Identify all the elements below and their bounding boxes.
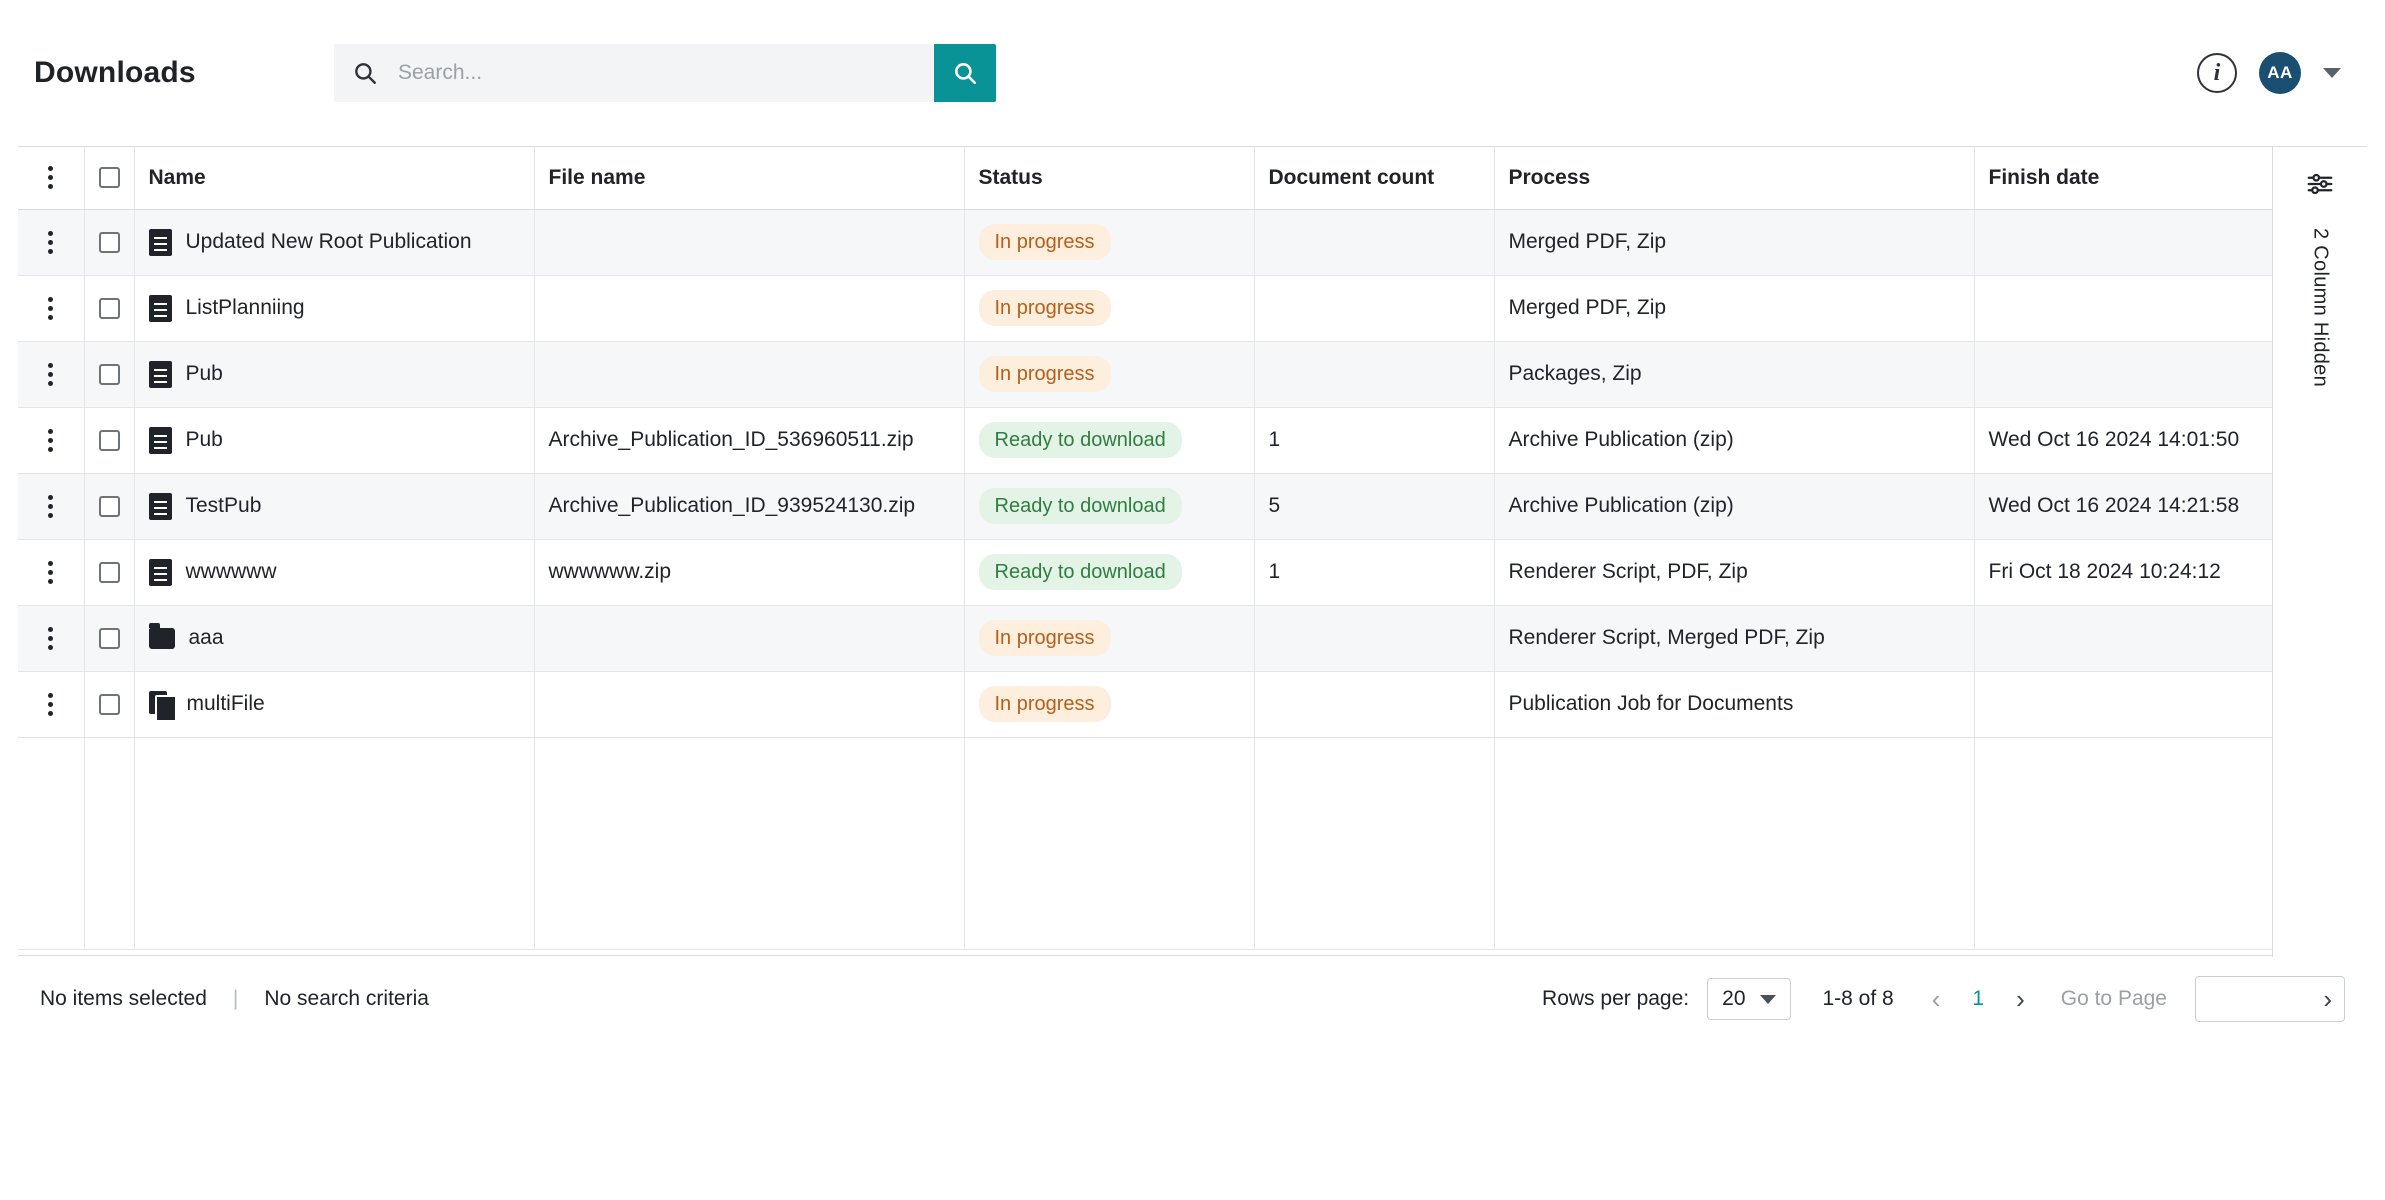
cell-process: Renderer Script, PDF, Zip [1494,539,1974,605]
cell-name [134,275,534,341]
document-icon [149,361,172,388]
cell-document-count: 1 [1254,407,1494,473]
cell-file-name [534,671,964,737]
checkbox-icon[interactable] [99,167,120,188]
status-badge: In progress [979,290,1111,326]
checkbox-icon[interactable] [99,628,120,649]
cell-status [964,671,1254,737]
cell-finish-date [1974,671,2308,737]
status-badge: In progress [979,686,1111,722]
cell-document-count [1254,341,1494,407]
cell-file-name [534,209,964,275]
search-box[interactable] [334,44,934,102]
row-name-text: wwwwww [185,560,277,583]
cell-finish-date: Fri Oct 18 2024 10:24:12 [1974,539,2308,605]
checkbox-icon[interactable] [99,298,120,319]
column-header-name[interactable]: Name [134,147,534,209]
cell-process: Archive Publication (zip) [1494,473,1974,539]
checkbox-icon[interactable] [99,496,120,517]
status-badge: Ready to download [979,422,1182,458]
chevron-down-icon [1760,995,1776,1004]
row-checkbox[interactable] [84,407,134,473]
row-checkbox[interactable] [84,605,134,671]
row-checkbox[interactable] [84,539,134,605]
table-row[interactable] [18,473,2308,539]
cell-process: Merged PDF, Zip [1494,209,1974,275]
multi-file-icon [149,691,173,718]
rows-per-page-value: 20 [1722,987,1746,1010]
cell-document-count: 1 [1254,539,1494,605]
go-to-page-input[interactable] [2195,976,2345,1022]
table-row[interactable] [18,209,2308,275]
chevron-down-icon[interactable] [2323,68,2341,78]
checkbox-icon[interactable] [99,232,120,253]
avatar[interactable]: AA [2259,52,2301,94]
cell-finish-date [1974,605,2308,671]
row-name-text: multiFile [186,692,265,715]
row-menu-button[interactable] [18,341,84,407]
cell-process: Archive Publication (zip) [1494,407,1974,473]
cell-file-name: Archive_Publication_ID_536960511.zip [534,407,964,473]
kebab-menu-icon[interactable] [32,495,70,518]
status-badge: In progress [979,620,1111,656]
cell-process: Merged PDF, Zip [1494,275,1974,341]
downloads-table [18,147,2309,950]
kebab-menu-icon[interactable] [32,363,70,386]
table-row[interactable] [18,605,2308,671]
table-footer [18,956,2367,1042]
page-title: Downloads [34,56,196,89]
row-menu-button[interactable] [18,671,84,737]
row-checkbox[interactable] [84,275,134,341]
checkbox-icon[interactable] [99,364,120,385]
cell-document-count [1254,275,1494,341]
row-name-text: aaa [188,626,224,649]
cell-file-name [534,605,964,671]
search-submit-button[interactable] [934,44,996,102]
document-icon [149,295,172,322]
cell-file-name: wwwwww.zip [534,539,964,605]
column-header-document-count[interactable]: Document count [1254,147,1494,209]
page-range-label: 1-8 of 8 [1822,987,1894,1010]
status-badge: In progress [979,224,1111,260]
row-name-text: Pub [185,362,223,385]
kebab-menu-icon[interactable] [32,627,70,650]
status-badge: In progress [979,356,1111,392]
search-area [334,44,996,102]
document-icon [149,427,172,454]
search-icon [334,60,396,86]
column-header-status[interactable]: Status [964,147,1254,209]
page-number-1[interactable]: 1 [1972,987,1985,1010]
row-name-text: Pub [185,428,223,451]
column-header-finish-date[interactable]: Finish date [1974,147,2308,209]
cell-status [964,473,1254,539]
cell-name [134,671,534,737]
status-badge: Ready to download [979,554,1182,590]
cell-process: Publication Job for Documents [1494,671,1974,737]
chevron-right-icon[interactable]: › [2323,984,2332,1014]
cell-file-name: Archive_Publication_ID_939524130.zip [534,473,964,539]
cell-status [964,407,1254,473]
column-header-process[interactable]: Process [1494,147,1974,209]
cell-name [134,341,534,407]
row-menu-button[interactable] [18,407,84,473]
table-row[interactable] [18,539,2308,605]
cell-file-name [534,275,964,341]
row-menu-button[interactable] [18,539,84,605]
table-body [18,209,2308,949]
row-checkbox[interactable] [84,209,134,275]
document-icon [149,559,172,586]
cell-finish-date: Wed Oct 16 2024 14:01:50 [1974,407,2308,473]
rows-per-page-select[interactable] [1707,978,1790,1020]
select-all-checkbox[interactable] [84,147,134,209]
cell-name [134,209,534,275]
row-name-text: Updated New Root Publication [185,230,472,253]
pagination-controls [1542,976,2345,1022]
row-menu-button[interactable] [18,605,84,671]
cell-name [134,407,534,473]
selection-status: No items selected [40,987,207,1010]
cell-process: Renderer Script, Merged PDF, Zip [1494,605,1974,671]
checkbox-icon[interactable] [99,430,120,451]
table-row[interactable] [18,341,2308,407]
row-name-text: ListPlanniing [185,296,305,319]
cell-name [134,539,534,605]
row-menu-button[interactable] [18,209,84,275]
next-page-button[interactable]: › [2016,984,2025,1014]
document-icon [149,493,172,520]
kebab-menu-icon[interactable] [32,561,70,584]
kebab-menu-icon[interactable] [32,693,70,716]
column-settings-icon[interactable] [2305,169,2335,204]
footer-divider: | [232,987,239,1010]
cell-status [964,539,1254,605]
go-to-page-label: Go to Page [2060,987,2167,1010]
table-row[interactable] [18,275,2308,341]
row-name-text: TestPub [185,494,262,517]
checkbox-icon[interactable] [99,694,120,715]
cell-file-name [534,341,964,407]
cell-document-count [1254,209,1494,275]
search-input[interactable] [396,45,934,101]
row-checkbox[interactable] [84,341,134,407]
kebab-menu-icon[interactable] [32,429,70,452]
cell-document-count [1254,671,1494,737]
column-header-file-name[interactable]: File name [534,147,964,209]
document-icon [149,229,172,256]
cell-finish-date [1974,341,2308,407]
cell-finish-date: Wed Oct 16 2024 14:21:58 [1974,473,2308,539]
cell-document-count [1254,605,1494,671]
cell-finish-date [1974,209,2308,275]
row-menu-button[interactable] [18,473,84,539]
row-checkbox[interactable] [84,473,134,539]
search-criteria-status: No search criteria [264,987,429,1010]
cell-finish-date [1974,275,2308,341]
column-settings-rail [2272,147,2367,957]
cell-status [964,341,1254,407]
kebab-menu-icon[interactable] [32,166,70,189]
cell-status [964,209,1254,275]
kebab-menu-icon[interactable] [32,297,70,320]
checkbox-icon[interactable] [99,562,120,583]
cell-name [134,473,534,539]
table-row[interactable] [18,407,2308,473]
header-actions-menu[interactable] [18,147,84,209]
cell-name [134,605,534,671]
cell-status [964,275,1254,341]
previous-page-button[interactable]: ‹ [1931,984,1941,1014]
row-checkbox[interactable] [84,671,134,737]
header-actions [2197,52,2351,94]
cell-document-count: 5 [1254,473,1494,539]
kebab-menu-icon[interactable] [32,231,70,254]
table-empty-space [18,737,2308,949]
rows-per-page-label: Rows per page: [1542,987,1690,1010]
table-header-row [18,147,2308,209]
app-header [0,0,2385,146]
info-icon[interactable]: i [2197,53,2237,93]
row-menu-button[interactable] [18,275,84,341]
status-badge: Ready to download [979,488,1182,524]
cell-process: Packages, Zip [1494,341,1974,407]
cell-status [964,605,1254,671]
downloads-table-region [18,146,2367,956]
table-row[interactable] [18,671,2308,737]
column-hidden-label: 2 Column Hidden [2309,228,2332,388]
folder-icon [149,628,175,649]
